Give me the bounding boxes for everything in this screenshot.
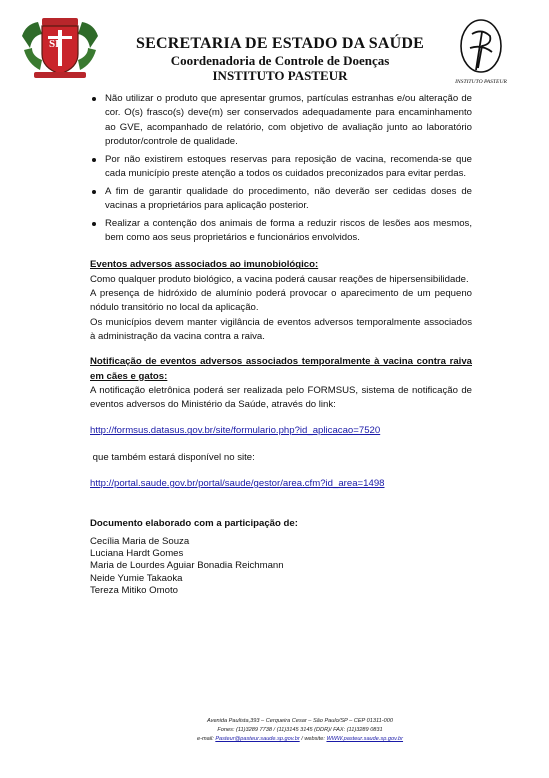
eventos-paragraph-3: Os municípios devem manter vigilância de eventos adversos temporalmente associados à administração da vacina contra a raiva. xyxy=(90,316,472,342)
notificacao-paragraph: A notificação eletrônica poderá ser realizada pelo FORMSUS, sistema de notificação de eventos adversos do Ministério da Saúde, através do link: xyxy=(90,384,472,411)
coordenadoria-title: Coordenadoria de Controle de Doenças xyxy=(170,53,390,68)
email-label: e-mail: xyxy=(196,736,214,742)
footer-address: Avenida Paulista,393 – Cerqueira Cesar – São Paulo/SP – CEP 01311-000 xyxy=(207,718,393,724)
portal-saude-link[interactable]: http://portal.saude.gov.br/portal/saude/gestor/area.cfm?id_area=1498 xyxy=(90,478,385,490)
emblem-text: SP xyxy=(49,38,62,50)
website-label: / website: xyxy=(301,736,325,742)
eventos-paragraph-1: Como qualquer produto biológico, a vacina poderá causar reações de hipersensibilidade. xyxy=(90,273,469,285)
eventos-adversos-heading: Eventos adversos associados ao imunobiológico: xyxy=(90,259,319,271)
instituto-pasteur-logo-icon xyxy=(452,18,510,86)
list-item: Por não existirem estoques reservas para reposição de vacina, recomenda-se que cada município preste atenção a todos os cuidados preconizados para evitar perdas. xyxy=(90,153,472,182)
author-name: Luciana Hardt Gomes xyxy=(90,547,184,559)
instituto-title: INSTITUTO PASTEUR xyxy=(212,68,348,83)
recommendation-list xyxy=(90,92,472,245)
formsus-link[interactable]: http://formsus.datasus.gov.br/site/formulario.php?id_aplicacao=7520 xyxy=(90,425,381,437)
letterhead-title xyxy=(90,34,470,84)
letterhead xyxy=(0,0,549,95)
author-name: Cecília Maria de Souza xyxy=(90,535,190,547)
documento-heading: Documento elaborado com a participação de: xyxy=(90,518,298,530)
footer-contact xyxy=(100,735,500,744)
list-item: Realizar a contenção dos animais de forma a reduzir riscos de lesões aos mesmos, bem como aos seus proprietários e funcionários envolvidos. xyxy=(90,217,472,246)
author-name: Tereza Mitiko Omoto xyxy=(90,584,178,596)
email-link[interactable]: Pasteur@pasteur.saude.sp.gov.br xyxy=(215,736,300,742)
site-intro-text: que também estará disponível no site: xyxy=(90,451,255,463)
website-link[interactable]: WWW.pasteur.saude.sp.gov.br xyxy=(326,736,404,742)
eventos-paragraph-2: A presença de hidróxido de alumínio poderá provocar o aparecimento de um pequeno nódulo transitório no local da aplicação. xyxy=(90,288,472,314)
pasteur-logo-caption: INSTITUTO PASTEUR xyxy=(455,79,507,85)
page-footer xyxy=(100,717,500,744)
notificacao-heading: Notificação de eventos adversos associados temporalmente à vacina contra raiva em cães e gatos: xyxy=(90,356,472,382)
list-item: Não utilizar o produto que apresentar grumos, partículas estranhas e/ou alteração de cor. O(s) frasco(s) deve(m) ser conservados adequadamente para encaminhamento ao GVE, acompanhado de relatório, com objetivo de avaliação junto ao laboratório produtor/controle de qualidade. xyxy=(90,92,472,149)
list-item: A fim de garantir qualidade do procedimento, não deverão ser cedidas doses de vacinas a proprietários para aplicação posterior. xyxy=(90,185,472,214)
secretaria-title: SECRETARIA DE ESTADO DA SAÚDE xyxy=(136,35,424,52)
author-name: Neide Yumie Takaoka xyxy=(90,572,183,584)
author-name: Maria de Lourdes Aguiar Bonadia Reichmann xyxy=(90,560,284,572)
footer-phones: Fones: (11)3289 7738 / (11)3145 3145 (DDR)/ FAX: (11)3289 0831 xyxy=(217,727,383,733)
main-content xyxy=(90,92,472,597)
